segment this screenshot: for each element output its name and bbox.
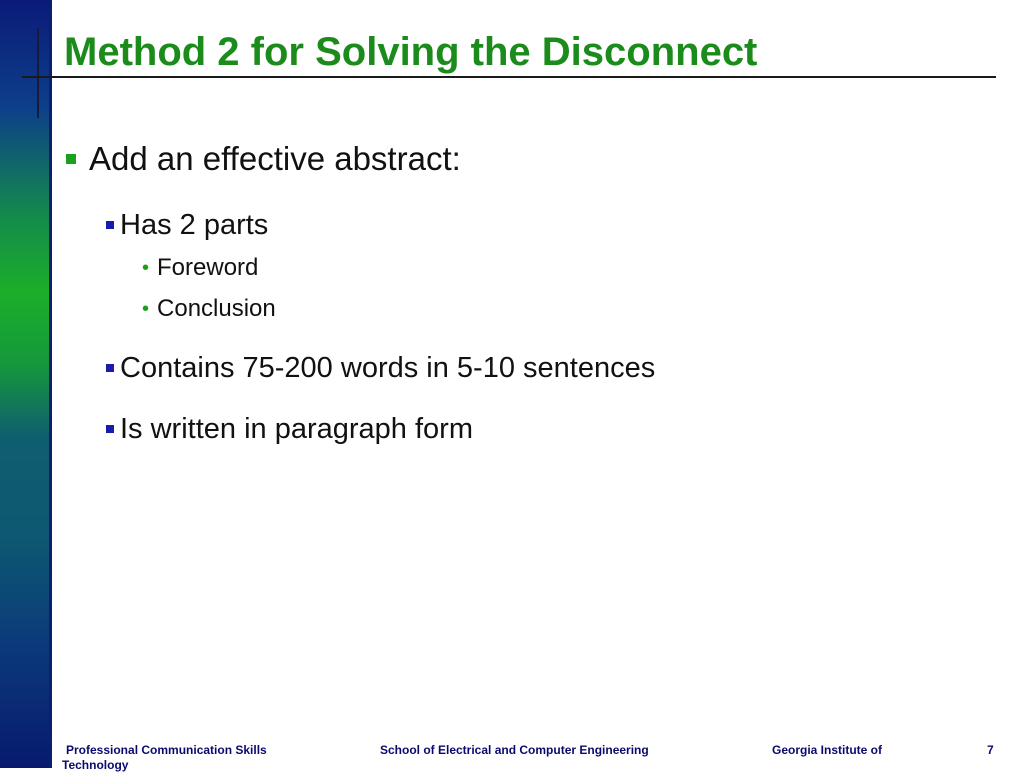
slide-title: Method 2 for Solving the Disconnect [64,30,758,74]
bullet-sub-2-text: Contains 75-200 words in 5-10 sentences [120,351,656,384]
bullet-sub-1 [106,207,268,243]
footer-left: Professional Communication Skills [66,743,267,757]
bullet-subsub-2 [142,294,276,324]
page-number: 7 [987,743,994,757]
footer-right-wrap: Technology [62,758,129,772]
bullet-sub-2 [106,350,655,386]
footer-center: School of Electrical and Computer Engineering [380,743,649,757]
bullet-sub-1-text: Has 2 parts [120,208,269,241]
bullet-subsub-1-text: Foreword [157,254,259,281]
square-bullet-icon [106,364,114,372]
round-bullet-icon: • [142,256,150,279]
footer-right: Georgia Institute of [772,743,883,757]
title-underline [22,76,996,78]
round-bullet-icon: • [142,297,150,320]
side-gradient-bar [0,0,52,768]
bullet-main [66,139,461,179]
bullet-main-text: Add an effective abstract: [89,140,461,177]
crosshair-vertical-line [37,28,39,118]
bullet-sub-3 [106,411,473,447]
square-bullet-icon [106,221,114,229]
square-bullet-icon [106,425,114,433]
bullet-sub-3-text: Is written in paragraph form [120,412,473,445]
square-bullet-icon [66,154,76,164]
bullet-subsub-1 [142,253,258,283]
bullet-subsub-2-text: Conclusion [157,295,276,322]
